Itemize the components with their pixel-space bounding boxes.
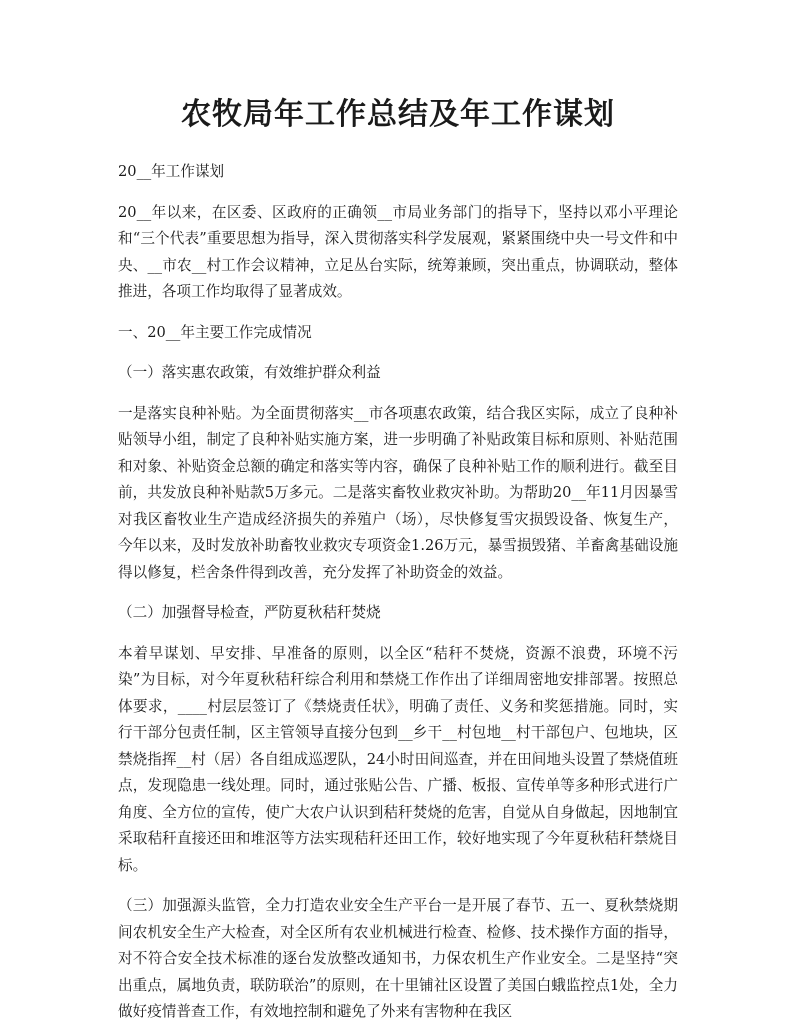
intro-paragraph: 20__年以来，在区委、区政府的正确领__市局业务部门的指导下，坚持以邓小平理论和“三个代表”重要思想为指导，深入贯彻落实科学发展观，紧紧围绕中央一号文件和中央、__市农__村工作会议精神，立足丛台实际，统筹兼顾，突出重点，协调联动，整体推进，各项工作均取得了显著成效。 <box>118 203 678 300</box>
body-paragraph-2: 本着早谋划、早安排、早准备的原则，以全区“秸秆不焚烧，资源不浪费，环境不污染”为目标，对今年夏秋秸秆综合利用和禁烧工作作出了详细周密地安排部署。按照总体要求，____村层层签订了《禁烧责任状》，明确了责任、义务和奖惩措施。同时，实行干部分包责任制，区主管领导直接分包到__乡干__村包地__村干部包户、包地块，区禁烧指挥__村（居）各自组成巡逻队，24小时田间巡查，并在田间地头设置了禁烧值班点，发现隐患一线处理。同时，通过张贴公告、广播、板报、宣传单等多种形式进行广角度、全方位的宣传，使广大农户认识到秸秆焚烧的危害，自觉从自身做起，因地制宜采取秸秆直接还田和堆沤等方法实现秸秆还田工作，较好地实现了今年夏秋秸秆禁烧目标。 <box>118 644 678 874</box>
subsection-heading-1: （一）落实惠农政策，有效维护群众利益 <box>118 364 381 381</box>
document-title: 农牧局年工作总结及年工作谋划 <box>181 97 615 132</box>
section-heading-1: 一、20__年主要工作完成情况 <box>118 323 312 341</box>
plan-heading: 20__年工作谋划 <box>118 163 225 180</box>
body-paragraph-3: （三）加强源头监管，全力打造农业安全生产平台一是开展了春节、五一、夏秋禁烧期间农机安全生产大检查，对全区所有农业机械进行检查、检修、技术操作方面的指导，对不符合安全技术标准的逐台发放整改通知书，力保农机生产作业安全。二是坚持“突出重点，属地负责，联防联治”的原则，在十里铺社区设置了美国白蛾监控点1处，全力做好疫情普查工作，有效地控制和避免了外来有害物种在我区 <box>118 897 678 1020</box>
subsection-heading-2: （二）加强督导检查，严防夏秋秸秆焚烧 <box>118 604 381 621</box>
body-paragraph-1: 一是落实良种补贴。为全面贯彻落实__市各项惠农政策，结合我区实际，成立了良种补贴领导小组，制定了良种补贴实施方案，进一步明确了补贴政策目标和原则、补贴范围和对象、补贴资金总额的确定和落实等内容，确保了良种补贴工作的顺利进行。截至目前，共发放良种补贴款5万多元。二是落实畜牧业救灾补助。为帮助20__年11月因暴雪对我区畜牧业生产造成经济损失的养殖户（场），尽快修复雪灾损毁设备、恢复生产，今年以来，及时发放补助畜牧业救灾专项资金1.26万元，暴雪损毁猪、羊畜禽基础设施得以修复，栏舍条件得到改善，充分发挥了补助资金的效益。 <box>118 404 678 581</box>
